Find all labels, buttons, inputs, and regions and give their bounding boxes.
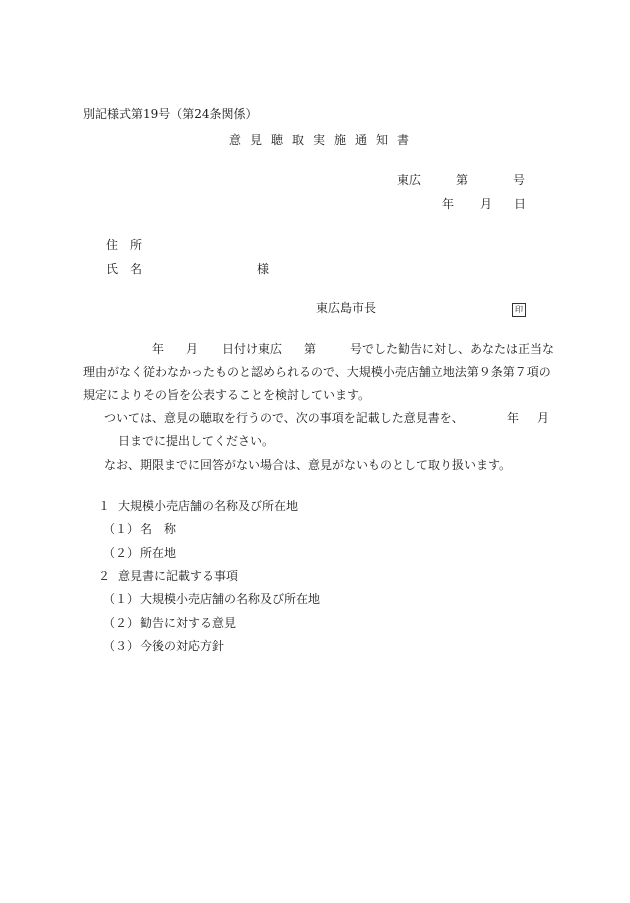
item-1-label: 大規模小売店舗の名称及び所在地 (118, 499, 299, 513)
form-label: 別記様式第19号（第24条関係） (83, 107, 258, 121)
body-line1-dai: 第 (304, 342, 317, 356)
body-line1-year: 年 (152, 342, 165, 356)
body-line6: なお、期限までに回答がない場合は、意見がないものとして取り扱います。 (104, 458, 512, 472)
body-line4: ついては、意見の聴取を行うので、次の事項を記載した意見書を、 (104, 411, 464, 425)
doc-number-dai: 第 (456, 173, 469, 187)
item-1-2-label: 所在地 (140, 546, 177, 560)
date-day: 日 (514, 197, 527, 211)
doc-number-go: 号 (513, 173, 526, 187)
seal-mark (512, 300, 526, 317)
name-label: 氏 名 (106, 262, 143, 276)
item-2-1-label: 大規模小売店舗の名称及び所在地 (140, 592, 321, 606)
item-1-2-num: （２） (103, 546, 140, 560)
body-line4-year: 年 (507, 411, 520, 425)
item-2-3-label: 今後の対応方針 (140, 639, 225, 653)
item-2-3-num: （３） (103, 639, 140, 653)
address-label: 住 所 (106, 238, 143, 252)
issuer-name: 東広島市長 (316, 301, 377, 315)
item-1-1-num: （１） (103, 522, 140, 536)
date-month: 月 (480, 197, 493, 211)
item-1-1-label: 名 称 (140, 522, 177, 536)
body-line1-month: 月 (186, 342, 199, 356)
body-line3: 規定によりその旨を公表することを検討しています。 (83, 388, 371, 402)
item-2-2-label: 勧告に対する意見 (140, 616, 237, 630)
item-2-1-num: （１） (103, 592, 140, 606)
item-2-num: ２ (98, 569, 111, 583)
doc-number-prefix: 東広 (397, 173, 422, 187)
document-title: 意見聴取実施通知書 (229, 133, 419, 147)
date-year: 年 (442, 197, 455, 211)
body-line1-rest: 号でした勧告に対し、あなたは正当な (350, 342, 555, 356)
body-line2: 理由がなく従わなかったものと認められるので、大規模小売店舗立地法第９条第７項の (83, 365, 551, 379)
item-2-2-num: （２） (103, 616, 140, 630)
seal-icon: 印 (512, 303, 526, 317)
body-line1-date: 日付け東広 (222, 342, 283, 356)
body-line5: 日までに提出してください。 (118, 434, 275, 448)
honorific: 様 (257, 262, 270, 276)
item-1-num: １ (98, 499, 111, 513)
body-line4-month: 月 (537, 411, 550, 425)
item-2-label: 意見書に記載する事項 (118, 569, 239, 583)
